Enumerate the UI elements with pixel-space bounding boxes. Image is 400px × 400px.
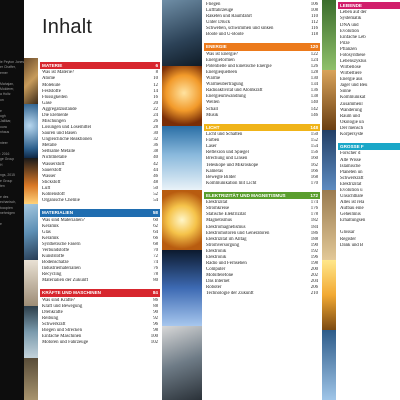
toc-entry-label: Körpersyste (340, 131, 364, 137)
toc-entry-page: 60 (153, 217, 158, 223)
section-page: 6 (155, 63, 158, 68)
toc-entry-label: Synthetische Fasern (42, 241, 81, 247)
toc-entry-label: Kommunikat (340, 95, 366, 101)
toc-entry[interactable] (204, 113, 320, 119)
toc-entry-page: 16 (153, 94, 158, 100)
toc-entry-page: 68 (153, 241, 158, 247)
toc-entry-label: Kunststoffe (42, 253, 65, 259)
toc-entry-label: Raketen und Raumfahrt (206, 14, 252, 20)
credit-line: ie Peyton Jones (0, 60, 24, 64)
toc-entry-page: 10 (153, 76, 158, 82)
toc-entry-page: 188 (310, 236, 318, 242)
toc-entry-label: Energieumwandlung (206, 94, 246, 100)
toc-entry-label: Stickstoff (42, 179, 61, 185)
toc-entry-label: Schweben, schwimmen und sinken (206, 26, 274, 32)
photo-light (162, 190, 202, 250)
toc-entry-page: 142 (310, 106, 318, 112)
toc-entry-label: Stromkreise (206, 206, 230, 212)
section-header (40, 209, 160, 216)
toc-entry-label: Bodenschätze (42, 260, 69, 266)
toc-entry-page: 118 (310, 32, 318, 38)
toc-entry-page: 204 (310, 279, 318, 285)
toc-entry[interactable] (40, 340, 160, 346)
credit-line: nehmigen (0, 211, 15, 216)
toc-entry-page: 162 (310, 162, 318, 168)
toc-entry-page: 116 (310, 26, 318, 32)
toc-entry-label: Säuren und Basen (42, 131, 77, 137)
photo-gears (24, 358, 38, 400)
toc-entry-label: Einfache Leb (340, 34, 366, 40)
section-header (338, 2, 400, 9)
toc-entry-label: Kommunikation mit Licht (206, 180, 257, 186)
toc-entry-label: Wasserstoff (42, 161, 65, 167)
toc-entry-page: 80 (153, 278, 158, 284)
credit-line: on (0, 97, 4, 102)
toc-entry-label: DNA und (340, 22, 359, 28)
credit-line: Molderer, (0, 87, 15, 91)
toc-entry-label: Gase (42, 100, 52, 106)
toc-entry-label: Wellen (206, 100, 220, 106)
page-title: Inhalt (42, 16, 93, 38)
toc-entry-label: Elektrizität (340, 181, 362, 187)
section-header (40, 289, 160, 296)
credit-line: H (0, 162, 3, 167)
toc-entry-label: Materialien der Zukunft (42, 278, 89, 284)
toc-entry-label: Wirbeltiere (340, 71, 362, 77)
toc-entry-label: Potentielle und kinetische Energie (206, 64, 272, 70)
toc-entry-label: Glas (42, 229, 51, 235)
toc-entry-page: 46 (153, 173, 158, 179)
credit-line: ngs, 2015 (0, 173, 15, 178)
toc-entry-page: 32 (153, 137, 158, 143)
toc-entry-label: Lebenszyklus (340, 59, 367, 65)
toc-entry-label: Keramik (42, 235, 59, 241)
toc-entry-label: Aufbau eine (340, 206, 364, 212)
toc-entry-page: 178 (310, 212, 318, 218)
section-page: 84 (152, 290, 158, 296)
photo-fossil-right (322, 190, 336, 260)
toc-entry-label: Systematik (340, 16, 362, 22)
toc-entry-label: Pflanzen (340, 46, 357, 52)
toc-entry-page: 42 (153, 161, 158, 167)
toc-entry-label: Schwerkraft (340, 175, 364, 181)
toc-entry-label: Atome (42, 76, 56, 82)
toc-entry-label: Wasser (42, 173, 56, 179)
toc-entry-label: Unsichtbare (340, 193, 364, 199)
toc-entry-page: 24 (153, 112, 158, 118)
toc-entry-label: Zusammenl (340, 101, 363, 107)
toc-entry-page: 202 (310, 273, 318, 279)
toc-entry-label: Flüssigkeiten (42, 94, 68, 100)
toc-entry-label: Elektromotoren und Generatoren (206, 230, 270, 236)
credit-line: nteer (0, 141, 8, 145)
toc-entry-label: Luft (42, 185, 51, 191)
toc-entry-label: Lösungen und Lösemittel (42, 125, 92, 131)
toc-entry-page: 78 (153, 272, 158, 278)
toc-entry-page: 198 (310, 260, 318, 266)
toc-entry-label: Was sind Materialien? (42, 217, 85, 223)
toc-entry-label: Islamische (340, 163, 361, 169)
toc-entry-page: 48 (153, 179, 158, 185)
contents-column-right (338, 2, 400, 249)
credit-line: : 2016 (0, 151, 10, 156)
toc-entry-page: 152 (310, 138, 318, 144)
toc-entry-label: Alte Wisse (340, 157, 361, 163)
section-page: 120 (310, 44, 318, 50)
toc-entry-page: 92 (153, 315, 158, 321)
toc-entry-page: 38 (153, 149, 158, 155)
toc-entry-label: Luftfahrzeuge (206, 8, 234, 14)
toc-entry-page: 110 (310, 14, 318, 20)
photo-strip-right (322, 0, 336, 400)
section-title: ELEKTRIZITÄT UND MAGNETISMUS (206, 192, 286, 198)
toc-entry-page: 70 (153, 247, 158, 253)
contents-column-middle (204, 2, 320, 297)
toc-entry-page: 90 (153, 309, 158, 315)
toc-entry-page: 14 (153, 88, 158, 94)
toc-entry-label: Aggregatzustände (42, 106, 77, 112)
toc-entry-label: Seltsame Metalle (42, 149, 76, 155)
toc-entry-page: 170 (310, 180, 318, 186)
toc-entry-label: Licht und Schatten (206, 132, 243, 138)
toc-entry-label: Keramik (42, 223, 59, 229)
photo-strip-center (162, 0, 202, 400)
photo-strip-left (24, 58, 38, 400)
toc-entry-label: Metalle (42, 143, 57, 149)
toc-entry-label: Schall (206, 106, 218, 112)
toc-entry-page: 44 (153, 167, 158, 173)
credit-line: e des (0, 195, 9, 199)
toc-entry-label: Teleskope und Mikroskope (206, 162, 259, 168)
toc-entry-label: Brechung und Linsen (206, 156, 248, 162)
toc-entry-label: Sauerstoff (42, 167, 62, 173)
photo-sky (162, 126, 202, 190)
toc-entry-label: Wanderung (340, 107, 362, 113)
toc-entry-label: Elektronik (206, 254, 227, 260)
toc-entry-page: 66 (153, 235, 158, 241)
toc-entry-page: 130 (310, 76, 318, 82)
toc-entry-label: Nichtmetalle (42, 155, 67, 161)
toc-entry-label: Boote und U-Boote (206, 32, 244, 38)
toc-entry-label: Jäger und Beu (340, 83, 368, 89)
toc-entry-label: Alles ist rela (340, 200, 365, 206)
toc-entry-label: Organische Chemie (42, 198, 80, 204)
credit-line: ugh (0, 114, 6, 118)
toc-entry-label: Drehkräfte (42, 309, 63, 315)
credits-strip (0, 0, 24, 400)
toc-entry-label: Glossar (340, 230, 355, 236)
photo-sun (322, 260, 336, 330)
toc-entry-page: 138 (310, 94, 318, 100)
photo-ocean (322, 130, 336, 190)
photo-material (24, 260, 38, 306)
toc-entry-label: Das Internet (206, 279, 230, 285)
photo-explosion (162, 66, 202, 126)
toc-entry-page: 102 (150, 340, 158, 346)
toc-entry[interactable] (204, 32, 320, 38)
toc-entry-page: 108 (310, 8, 318, 14)
toc-entry-page: 62 (153, 223, 158, 229)
toc-entry-label: Verbundstoffe (42, 247, 70, 253)
toc-entry-label: Industriematerialien (42, 266, 81, 272)
toc-entry-label: Roboter (206, 285, 222, 291)
toc-entry-label: Fotosynthese (340, 52, 366, 58)
toc-entry[interactable] (338, 132, 400, 138)
credit-line: ten (0, 184, 5, 189)
toc-entry-label: Energie aus (340, 77, 363, 83)
toc-entry-page: 174 (310, 200, 318, 206)
toc-entry-label: Recycling (42, 272, 62, 278)
toc-entry-page: 112 (310, 20, 318, 26)
toc-entry-page: 192 (310, 248, 318, 254)
toc-entry-label: Ungleichliche Reaktionen (42, 137, 92, 143)
toc-entry-label: Mobiltelefone (206, 273, 234, 279)
toc-entry-label: Fliegen (206, 2, 221, 7)
toc-entry-label: Radio und Fernsehen (206, 260, 247, 266)
toc-entry-label: Sinne (340, 89, 351, 95)
toc-entry-page: 88 (153, 303, 158, 309)
toc-entry-page: 30 (153, 131, 158, 137)
photo-robot (162, 326, 202, 400)
section-page: 148 (310, 124, 318, 130)
toc-entry-label: Stromversorgung (206, 242, 240, 248)
toc-entry-page: 182 (310, 218, 318, 224)
toc-entry-label: Biegen und Strecken (42, 328, 82, 334)
photo-structure (24, 204, 38, 260)
toc-entry-label: Elektrizität im Alltag (206, 236, 247, 242)
toc-entry[interactable] (338, 243, 400, 249)
toc-entry-page: 190 (310, 242, 318, 248)
toc-entry-page: 28 (153, 125, 158, 131)
toc-entry-page: 136 (310, 88, 318, 94)
toc-entry-label: Forscher d (340, 151, 361, 157)
toc-entry-label: Einfache Maschinen (42, 334, 82, 340)
section-title: KRÄFTE UND MASCHINEN (42, 290, 101, 296)
toc-entry-page: 96 (153, 322, 158, 328)
toc-entry-label: Wärmeübertragung (206, 82, 244, 88)
toc-entry-page: 210 (310, 291, 318, 297)
section-title: ENERGIE (206, 44, 227, 50)
toc-entry[interactable] (204, 291, 320, 297)
toc-entry-page: 106 (310, 2, 318, 7)
toc-entry-page: 122 (310, 51, 318, 57)
toc-entry-page: 160 (310, 156, 318, 162)
toc-entry-label: Ökologie un (340, 119, 364, 125)
toc-entry-label: Wirbellose (340, 65, 361, 71)
toc-entry-label: Erhaltungsen (340, 218, 366, 224)
toc-entry-label: Reibung (42, 315, 59, 321)
toc-entry-label: Dank und B (340, 242, 364, 248)
toc-entry-page: 64 (153, 229, 158, 235)
toc-entry-page: 168 (310, 174, 318, 180)
toc-entry-label: Kraft und Bewegung (42, 303, 83, 309)
toc-entry-label: Die Elemente (42, 112, 69, 118)
toc-entry-label: Raum und (340, 113, 360, 119)
toc-entry-page: 98 (153, 328, 158, 334)
toc-entry-page: 50 (153, 185, 158, 191)
section-header (338, 143, 400, 150)
toc-entry-label: Kameras (206, 168, 224, 174)
section-title: GROSSE F (340, 144, 364, 150)
toc-entry-label: Energieformen (206, 57, 235, 63)
toc-entry-page: 134 (310, 82, 318, 88)
toc-entry-label: Planeten un (340, 169, 363, 175)
toc-entry-page: 72 (153, 253, 158, 259)
toc-entry-label: Wärme (206, 76, 221, 82)
toc-entry-label: Feststoffe (42, 88, 61, 94)
toc-entry[interactable] (204, 181, 320, 187)
section-title: MATERIALIEN (42, 210, 74, 216)
toc-entry-label: Laser (206, 144, 217, 150)
credit-line: oura (0, 124, 7, 129)
toc-entry-label: Statische Elektrizität (206, 212, 246, 218)
toc-entry-label: Farben (206, 138, 220, 144)
toc-entry-label: Elektronik (206, 248, 227, 254)
contents-column-left (40, 62, 160, 346)
toc-entry-label: Was ist Energie? (206, 51, 239, 57)
toc-entry-page: 22 (153, 106, 158, 112)
photo-crystal (24, 104, 38, 158)
toc-entry-label: Bewegte Bilder (206, 174, 236, 180)
toc-entry-label: Magnetismus (206, 218, 232, 224)
toc-entry-label: Schwerkraft (42, 322, 66, 328)
photo-electric (162, 250, 202, 326)
photo-machine (24, 306, 38, 358)
toc-entry-page: 184 (310, 224, 318, 230)
photo-fossil (24, 58, 38, 104)
photo-plant (322, 0, 336, 70)
toc-entry-page: 20 (153, 100, 158, 106)
toc-entry-page: 12 (153, 82, 158, 88)
toc-entry-page: 154 (310, 144, 318, 150)
credit-line: ge Group (0, 157, 15, 162)
toc-entry-label: Reflexion und Spiegel (206, 150, 249, 156)
section-header (40, 62, 160, 69)
toc-entry-page: 54 (153, 198, 158, 204)
toc-entry-page: 200 (310, 267, 318, 273)
toc-entry[interactable] (40, 198, 160, 204)
toc-entry-page: 52 (153, 191, 158, 197)
section-page: 172 (310, 192, 318, 198)
toc-entry-page: 76 (153, 266, 158, 272)
toc-entry-label: Kohlenstoff (42, 191, 65, 197)
credit-line: nhaus (0, 130, 10, 135)
toc-entry-label: Radioaktivität und Atomkraft (206, 88, 263, 94)
photo-planet (322, 330, 336, 400)
toc-entry-page: 128 (310, 70, 318, 76)
credit-line: Jallikar, (0, 119, 12, 124)
toc-entry-label: Unter Druck (206, 20, 231, 26)
toc-entry-page: 124 (310, 57, 318, 63)
credit-line: Mahajan, (0, 81, 14, 86)
toc-entry-label: Was ist Materie? (42, 70, 75, 76)
toc-entry-page: 126 (310, 64, 318, 70)
toc-entry-page: 166 (310, 168, 318, 174)
toc-entry-label: Evolution u (340, 187, 363, 193)
section-title: LEBENDE (340, 3, 362, 8)
section-title: LICHT (206, 124, 220, 130)
toc-entry-page: 206 (310, 285, 318, 291)
credit-line: e Group (0, 178, 13, 183)
toc-entry-label: Energiequelleen (206, 70, 238, 76)
section-header (204, 192, 320, 199)
toc-entry-page: 26 (153, 119, 158, 125)
toc-entry-page: 150 (310, 132, 318, 138)
toc-entry-page: 36 (153, 143, 158, 149)
credit-line: tocopien (0, 205, 13, 210)
toc-entry-label: Leben auf der (340, 10, 367, 16)
toc-entry-label: Moleküle (42, 82, 61, 88)
credit-line: e (0, 222, 2, 226)
section-page: 58 (152, 210, 158, 216)
section-header (204, 124, 320, 131)
photo-fire (24, 158, 38, 204)
toc-entry-page: 156 (310, 150, 318, 156)
toc-entry-label: Technologie der Zukunft (206, 291, 254, 297)
toc-entry-label: Register (340, 236, 356, 242)
toc-entry-label: Was sind Kräfte? (42, 297, 75, 303)
toc-entry-label: Geheimnis (340, 212, 361, 218)
credit-line: er Chaffer, (0, 65, 16, 70)
toc-entry-page: 100 (150, 334, 158, 340)
toc-entry-label: Pilze (340, 40, 350, 46)
toc-entry-label: Motoren und Fahrzeuge (42, 340, 89, 346)
toc-entry-page: 8 (155, 70, 158, 76)
toc-entry-page: 176 (310, 206, 318, 212)
credit-line: e (0, 108, 2, 113)
toc-entry-label: Elektrizität (206, 200, 228, 206)
toc-entry-page: 74 (153, 260, 158, 266)
toc-entry-label: Mischungen (42, 119, 66, 125)
toc-entry-page: 186 (310, 230, 318, 236)
toc-entry-page: 146 (310, 112, 318, 118)
photo-animal (322, 70, 336, 130)
photo-aircraft (162, 0, 202, 66)
toc-entry-page: 86 (153, 297, 158, 303)
toc-entry-page: 196 (310, 254, 318, 260)
toc-entry-label: Evolution (340, 28, 359, 34)
section-header (204, 43, 320, 50)
toc-entry[interactable] (40, 278, 160, 284)
credit-line: a Holtz (0, 92, 11, 97)
credit-line: emer (0, 70, 8, 75)
toc-entry-page: 140 (310, 100, 318, 106)
credit-line: echanisch, (0, 200, 17, 205)
toc-entry-label: Computer (206, 267, 226, 273)
section-title: MATERIE (42, 63, 63, 68)
toc-entry-label: Musik (206, 112, 219, 118)
toc-entry-label: Elektromagnetismus (206, 224, 246, 230)
toc-entry-page: 40 (153, 155, 158, 161)
toc-entry-label: Der mensch (340, 125, 364, 131)
